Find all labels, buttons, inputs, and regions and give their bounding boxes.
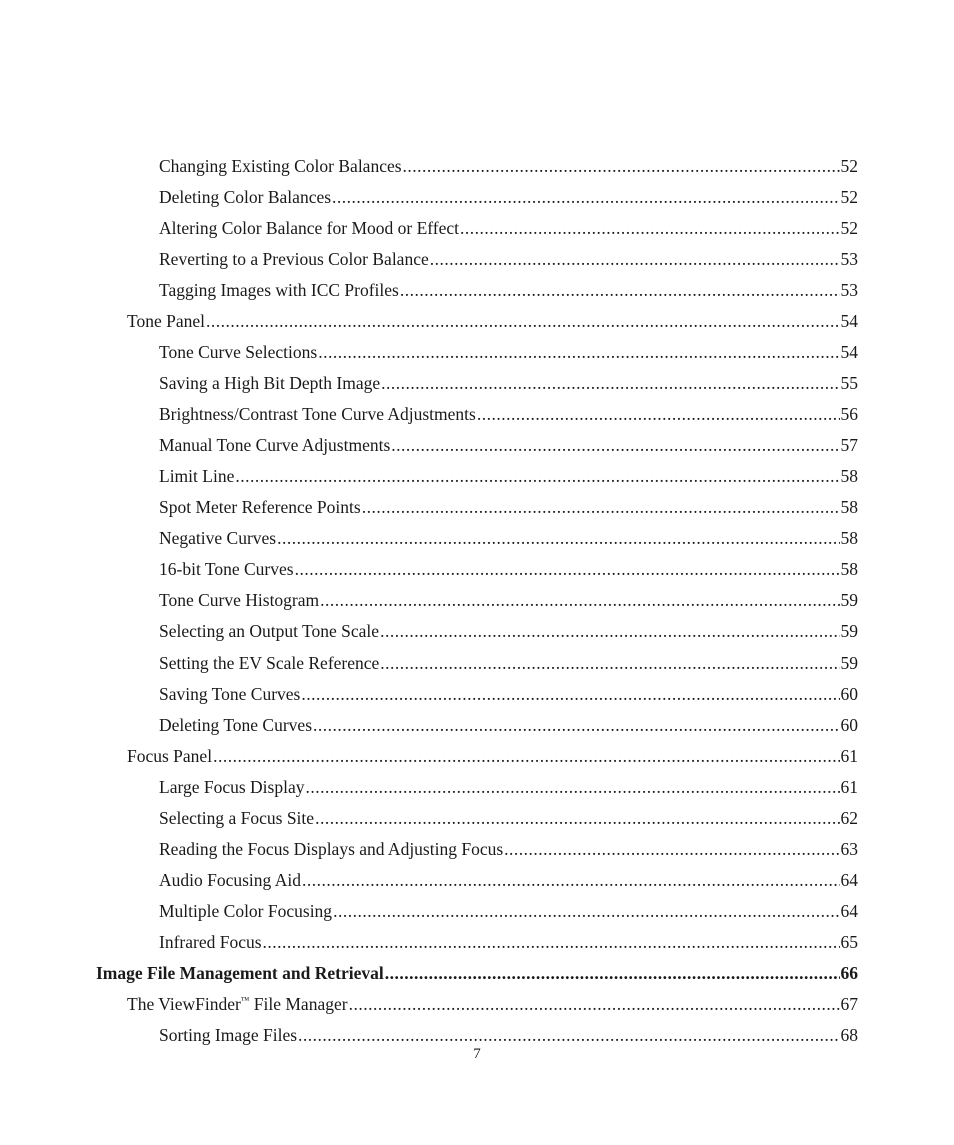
toc-entry-title-text: Tone Panel	[127, 311, 205, 331]
toc-entry-page: 65	[840, 931, 858, 952]
toc-entry-title-text: Reverting to a Previous Color Balance	[159, 248, 429, 269]
dot-leader	[391, 437, 839, 455]
dot-leader	[213, 748, 839, 766]
toc-entry-page: 64	[840, 869, 858, 890]
toc-entry-title	[159, 530, 276, 548]
toc-entry	[0, 648, 954, 679]
toc-entry-page: 52	[840, 217, 858, 238]
toc-entry-page: 59	[840, 621, 858, 642]
toc-entry-title	[159, 807, 315, 828]
toc-entry-page: 58	[840, 466, 858, 487]
toc-entry	[0, 555, 954, 586]
toc-entry-title-text: Changing Existing Color Balances	[159, 155, 402, 176]
toc-entry-title	[159, 592, 319, 610]
dot-leader	[302, 872, 840, 890]
toc-entry	[0, 306, 954, 337]
toc-entry-title-text: Large Focus Display	[159, 776, 305, 797]
dot-leader	[460, 220, 839, 238]
toc-entry-title-text: Selecting an Output Tone Scale	[159, 621, 380, 642]
toc-entry-title-text: Audio Focusing Aid	[159, 869, 301, 890]
toc-entry-title-text: Deleting Tone Curves	[159, 714, 313, 735]
toc-entry-title-text: Limit Line	[159, 466, 235, 487]
dot-leader	[298, 1027, 839, 1045]
toc-entry-title	[159, 468, 234, 486]
dot-leader	[263, 934, 840, 952]
toc-entry-title	[159, 1027, 297, 1045]
dot-leader	[206, 313, 840, 331]
toc-entry-title-text: The ViewFinder	[127, 994, 241, 1015]
toc-entry-page: 60	[840, 683, 858, 704]
toc-entry-title-text: Sorting Image Files	[159, 1025, 298, 1046]
toc-entry-title-text: Brightness/Contrast Tone Curve Adjustments	[159, 404, 476, 425]
dot-leader	[301, 686, 839, 704]
toc-entry	[0, 337, 954, 368]
toc-entry-page: 54	[840, 311, 858, 331]
toc-entry-page: 57	[840, 435, 858, 456]
toc-entry-title-text: Focus Panel	[127, 745, 213, 766]
toc-entry-title	[159, 838, 504, 859]
toc-entry	[0, 213, 954, 244]
toc-entry-page: 53	[840, 248, 858, 269]
toc-entry-title	[159, 900, 333, 921]
dot-leader	[381, 375, 839, 393]
toc-entry-title	[159, 186, 332, 207]
toc-entry	[0, 399, 954, 430]
toc-entry-title-text: Manual Tone Curve Adjustments	[159, 435, 391, 456]
toc-entry-title	[159, 561, 294, 579]
page-number: 7	[473, 1046, 481, 1062]
toc-entry-title	[159, 217, 460, 238]
table-of-contents	[0, 151, 954, 1051]
toc-entry-title	[159, 344, 317, 362]
toc-entry-title	[159, 776, 305, 797]
toc-entry-title	[159, 437, 390, 455]
toc-entry	[0, 679, 954, 710]
toc-entry	[0, 834, 954, 865]
toc-entry-page: 53	[840, 279, 858, 300]
toc-entry-title	[159, 714, 313, 735]
dot-leader	[430, 251, 840, 269]
dot-leader	[403, 158, 840, 176]
toc-entry-title-text: Tone Curve Selections	[159, 342, 318, 363]
toc-entry	[0, 461, 954, 492]
toc-entry-page: 54	[840, 342, 858, 363]
toc-entry-page: 60	[840, 714, 858, 735]
toc-entry-page: 67	[840, 994, 858, 1015]
toc-entry-title	[159, 375, 380, 393]
toc-entry-page: 55	[840, 373, 858, 394]
toc-entry-title-text: Infrared Focus	[159, 931, 262, 952]
toc-entry-page: 66	[840, 962, 858, 983]
toc-entry	[0, 803, 954, 834]
toc-entry-title-text: Multiple Color Focusing	[159, 900, 333, 921]
toc-entry-page: 63	[840, 838, 858, 859]
toc-entry-page: 59	[840, 590, 858, 611]
toc-entry-title	[159, 931, 262, 952]
toc-entry	[0, 710, 954, 741]
dot-leader	[380, 655, 839, 673]
toc-entry	[0, 275, 954, 306]
toc-entry-page: 58	[840, 497, 858, 518]
toc-entry	[0, 989, 954, 1020]
dot-leader	[385, 965, 840, 983]
toc-entry-page: 64	[840, 900, 858, 921]
toc-entry-title	[127, 313, 205, 331]
toc-entry-title	[127, 996, 348, 1014]
toc-entry-title	[159, 406, 476, 424]
toc-entry	[0, 244, 954, 275]
toc-entry	[0, 958, 954, 989]
toc-entry	[0, 151, 954, 182]
dot-leader	[235, 468, 839, 486]
toc-entry	[0, 741, 954, 772]
toc-entry	[0, 617, 954, 648]
toc-entry-page: 58	[840, 559, 858, 580]
toc-entry	[0, 927, 954, 958]
toc-entry-title	[159, 683, 301, 704]
dot-leader	[333, 903, 839, 921]
dot-leader	[349, 996, 840, 1014]
dot-leader	[315, 810, 839, 828]
toc-entry-title	[159, 869, 301, 890]
toc-entry-page: 61	[840, 745, 858, 766]
toc-entry-title-text: Negative Curves	[159, 528, 277, 549]
toc-entry	[0, 896, 954, 927]
trademark-symbol: ™	[240, 995, 250, 1006]
toc-entry-title-text: Altering Color Balance for Mood or Effect	[159, 217, 460, 238]
toc-entry	[0, 772, 954, 803]
toc-entry-title	[159, 499, 361, 517]
toc-entry-title	[159, 155, 402, 176]
dot-leader	[362, 499, 840, 517]
dot-leader	[504, 841, 839, 859]
toc-entry-page: 52	[840, 155, 858, 176]
toc-entry-title-text: 16-bit Tone Curves	[159, 559, 294, 580]
toc-entry-page: 52	[840, 186, 858, 207]
dot-leader	[313, 717, 839, 735]
toc-entry-title	[96, 962, 384, 983]
toc-entry-title-text: Saving Tone Curves	[159, 683, 301, 704]
toc-entry	[0, 493, 954, 524]
toc-entry-page: 59	[840, 652, 858, 673]
toc-entry-title-text: Image File Management and Retrieval	[96, 962, 384, 983]
toc-entry	[0, 586, 954, 617]
toc-entry-title	[159, 652, 380, 673]
toc-entry-page: 62	[840, 807, 858, 828]
dot-leader	[318, 344, 839, 362]
toc-entry-title-text: Deleting Color Balances	[159, 186, 332, 207]
toc-entry	[0, 865, 954, 896]
toc-entry	[0, 524, 954, 555]
dot-leader	[277, 530, 839, 548]
dot-leader	[306, 779, 840, 797]
toc-entry-page: 56	[840, 404, 858, 425]
toc-entry-page: 68	[840, 1025, 858, 1046]
toc-entry	[0, 430, 954, 461]
toc-entry-title-text: Tagging Images with ICC Profiles	[159, 279, 399, 300]
toc-entry-title	[127, 745, 213, 766]
dot-leader	[400, 282, 840, 300]
toc-entry-title	[159, 623, 379, 641]
toc-entry-page: 58	[840, 528, 858, 549]
toc-entry-title-text: Tone Curve Histogram	[159, 590, 320, 611]
toc-entry-title-text: Setting the EV Scale Reference	[159, 652, 380, 673]
dot-leader	[477, 406, 840, 424]
toc-entry	[0, 182, 954, 213]
toc-entry-title-text: File Manager	[249, 994, 348, 1015]
toc-entry-title-text: Selecting a Focus Site	[159, 807, 315, 828]
dot-leader	[320, 592, 839, 610]
toc-entry-title	[159, 279, 399, 300]
dot-leader	[332, 189, 839, 207]
toc-entry-title	[159, 248, 429, 269]
dot-leader	[380, 623, 839, 641]
dot-leader	[295, 561, 840, 579]
toc-entry-title-text: Saving a High Bit Depth Image	[159, 373, 381, 394]
toc-entry-page: 61	[840, 776, 858, 797]
toc-entry-title-text: Spot Meter Reference Points	[159, 497, 361, 518]
toc-entry	[0, 368, 954, 399]
toc-entry-title-text: Reading the Focus Displays and Adjusting Focus	[159, 838, 504, 859]
